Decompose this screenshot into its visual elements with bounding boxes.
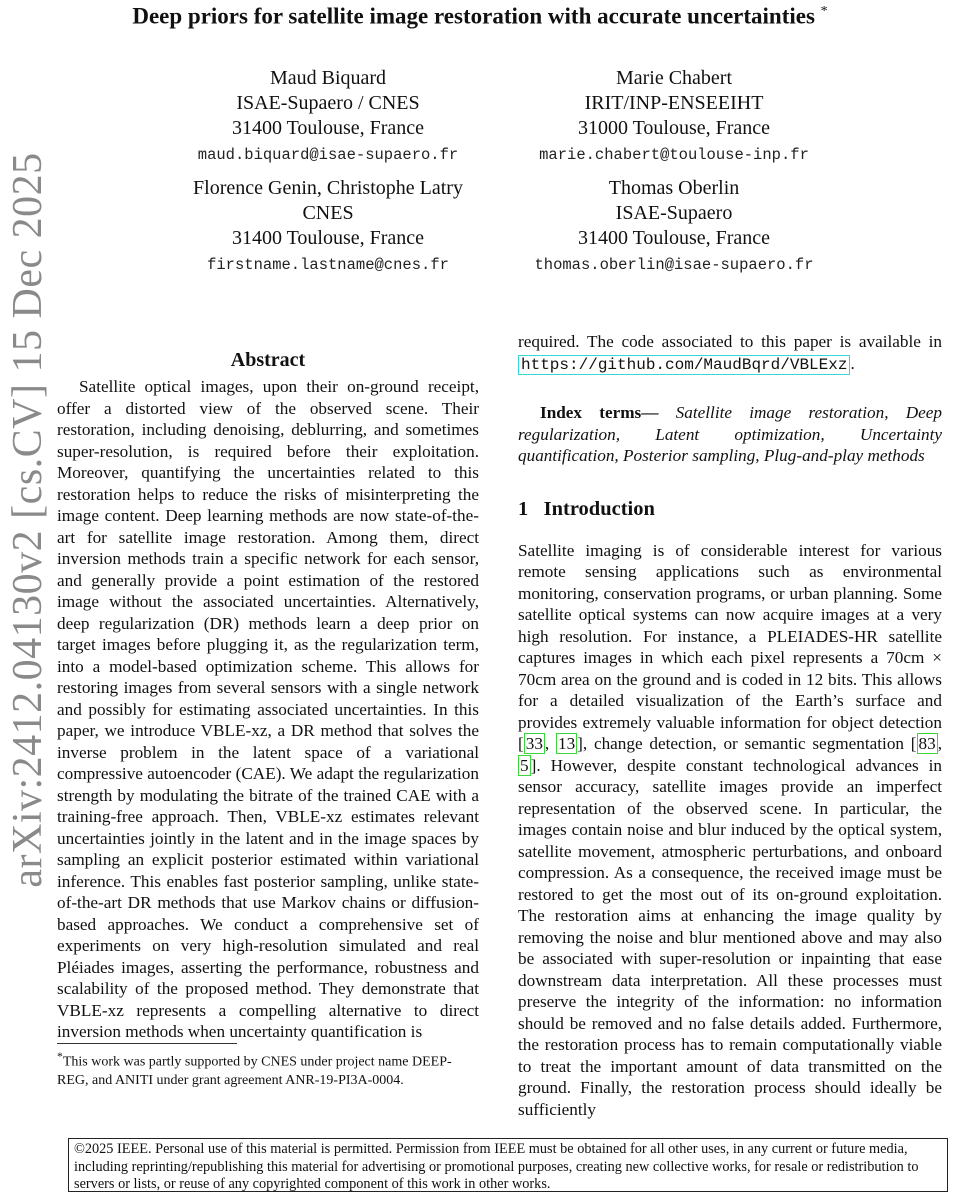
intro-text-part: ]. However, despite constant technological advances in sensor accuracy, satellite images provide an imperfect representation of the observed scene. In particular, the images contain noise and blur induced by the optical system, satellite movement, atmospheric perturbations, and onboard compression. As a consequence, the received image must be restored to get the most out of its on-ground exploitation. The restoration aims at enhancing the image quality by removing the noise and blur mentioned above and may also be associated with super-resolution or inpainting that ease downstream data interpretation. All these processes must preserve the integrity of the information: no information should be removed and no false details added. Furthermore, the restoration process has to remain computationally viable to treat the important amount of data transmitted on the ground. Finally, the restoration process should ideally be sufficiently bbox=[518, 755, 942, 1119]
author-block-genin-latry bbox=[148, 176, 508, 280]
author-email[interactable]: maud.biquard@isae-supaero.fr bbox=[197, 146, 459, 164]
author-block-chabert bbox=[504, 66, 844, 170]
abstract-column bbox=[57, 348, 479, 1043]
author-address: 31000 Toulouse, France bbox=[577, 117, 771, 139]
author-address: 31400 Toulouse, France bbox=[231, 117, 425, 139]
section-title: Introduction bbox=[543, 497, 655, 520]
citation-link[interactable]: 13 bbox=[557, 734, 576, 753]
arxiv-identifier: arXiv:2412.04130v2 [cs.CV] 15 Dec 2025 bbox=[5, 152, 51, 888]
index-terms-label: Index terms— bbox=[540, 403, 659, 422]
abstract-heading: Abstract bbox=[230, 349, 306, 371]
paper-title bbox=[0, 0, 960, 29]
author-affiliation: CNES bbox=[302, 202, 354, 224]
author-block-biquard bbox=[178, 66, 478, 170]
citation-link[interactable]: 33 bbox=[525, 734, 543, 753]
code-link-period: . bbox=[850, 353, 855, 373]
paper-title-text: Deep priors for satellite image restoration with accurate uncertainties bbox=[132, 3, 815, 29]
funding-footnote bbox=[57, 1048, 479, 1090]
introduction-paragraph bbox=[518, 540, 942, 1121]
author-affiliation: ISAE-Supaero bbox=[615, 202, 733, 224]
abstract-text: Satellite optical images, upon their on-ground receipt, offer a distorted view of the observed scene. Their restoration, including denoising, deblurring, and sometimes super-resolution, is required before their exploitation. Moreover, quantifying the uncertainties related to this restoration helps to reduce the risks of misinterpreting the image content. Deep learning methods are now state-of-the-art for satellite image restoration. Among them, direct inversion methods train a specific network for each sensor, and generally provide a point estimation of the restored image without the associated uncertainties. Alternatively, deep regularization (DR) methods learn a deep prior on target images before plugging it, as the regularization term, into a model-based optimization scheme. This allows for restoring images from several sensors with a single network and possibly for estimating associated uncertainties. In this paper, we introduce VBLE-xz, a DR method that solves the inverse problem in the latent space of a variational compressive autoencoder (CAE). We adapt the regularization strength by modulating the bitrate of the trained CAE with a training-free approach. Then, VBLE-xz estimates relevant uncertainties jointly in the latent and in the image spaces by sampling an explicit posterior estimated within variational inference. This enables fast posterior sampling, unlike state-of-the-art DR methods that use Markov chains or diffusion-based approaches. We conduct a comprehensive set of experiments on very high-resolution simulated and real Pléiades images, asserting the performance, robustness and scalability of the proposed method. They demonstrate that VBLE-xz represents a compelling alternative to direct inversion methods when uncertainty quantification is bbox=[57, 377, 479, 1041]
index-terms-list: Satellite image restoration, Deep regularization, Latent optimization, Uncertainty quantification, Posterior sampling, Plug-and-play methods bbox=[518, 403, 942, 465]
author-name: Florence Genin, Christophe Latry bbox=[193, 177, 463, 199]
author-address: 31400 Toulouse, France bbox=[577, 227, 771, 249]
intro-text-part: ], change detection, or semantic segmentation [ bbox=[577, 734, 917, 753]
abstract-continuation-text: required. The code associated to this paper is available in bbox=[518, 332, 942, 351]
author-name: Marie Chabert bbox=[615, 67, 733, 89]
intro-text-part: Satellite imaging is of considerable interest for various remote sensing applications such as environmental monitoring, conservation programs, or urban planning. Some satellite optical systems can now acquire images at a very high resolution. For instance, a PLEIADES-HR satellite captures images in which each pixel represents a 70cm × 70cm area on the ground and is coded in 12 bits. This allows for a detailed visualization of the Earth’s surface and provides extremely valuable information for object detection [ bbox=[518, 540, 942, 753]
footnote-rule bbox=[57, 1043, 237, 1044]
introduction-heading bbox=[518, 496, 942, 522]
footnote-text: This work was partly supported by CNES under project name DEEP-REG, and ANITI under grant agreement ANR-19-PI3A-0004. bbox=[57, 1054, 452, 1088]
index-terms bbox=[518, 402, 942, 467]
right-column bbox=[518, 331, 942, 1120]
author-email[interactable]: marie.chabert@toulouse-inp.fr bbox=[539, 146, 809, 164]
author-email[interactable]: firstname.lastname@cnes.fr bbox=[207, 256, 449, 274]
abstract-continuation bbox=[518, 331, 942, 376]
citation-separator: , bbox=[544, 734, 556, 753]
copyright-notice: ©2025 IEEE. Personal use of this material is permitted. Permission from IEEE must be obtained for all other uses, in any current or future media, including reprinting/republishing this material for advertising or promotional purposes, creating new collective works, for resale or redistribution to servers or lists, or reuse of any copyrighted component of this work in other works. bbox=[68, 1138, 948, 1192]
citation-link[interactable]: 5 bbox=[520, 755, 529, 775]
author-affiliation: ISAE-Supaero / CNES bbox=[236, 92, 420, 114]
code-repository-link[interactable]: https://github.com/MaudBqrd/VBLExz bbox=[518, 355, 850, 375]
author-name: Maud Biquard bbox=[269, 67, 387, 89]
author-email[interactable]: thomas.oberlin@isae-supaero.fr bbox=[534, 256, 814, 274]
footnote-mark: * bbox=[57, 1050, 63, 1063]
title-footnote-mark: * bbox=[820, 4, 828, 19]
citation-link[interactable]: 83 bbox=[918, 734, 936, 753]
author-block-oberlin bbox=[504, 176, 844, 280]
author-name: Thomas Oberlin bbox=[608, 177, 740, 199]
author-affiliation: IRIT/INP-ENSEEIHT bbox=[584, 92, 764, 114]
section-number: 1 bbox=[518, 497, 529, 520]
citation-separator: , bbox=[937, 734, 942, 753]
author-address: 31400 Toulouse, France bbox=[231, 227, 425, 249]
